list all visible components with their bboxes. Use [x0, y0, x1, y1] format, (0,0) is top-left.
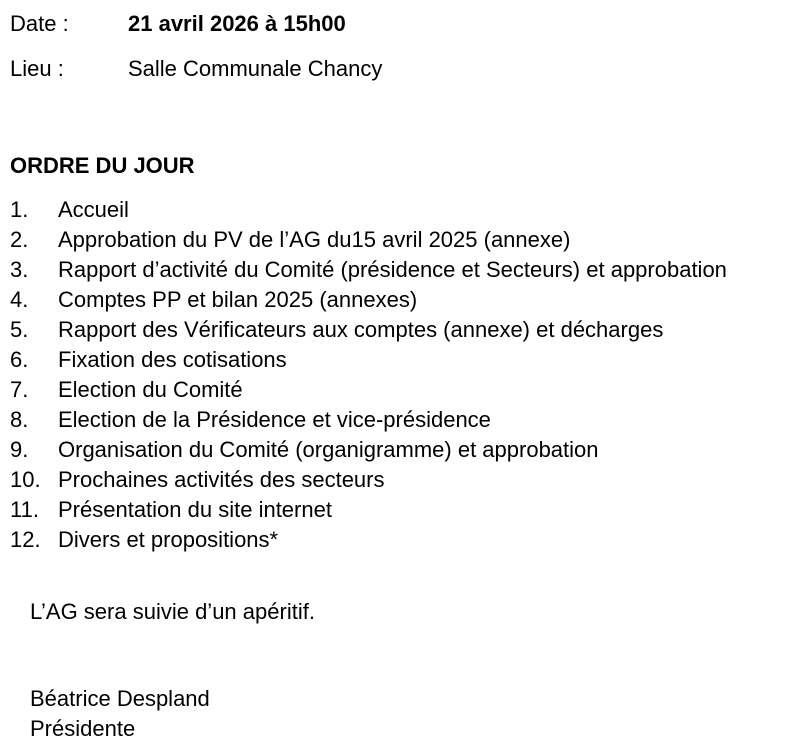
- agenda-item-number: 12.: [10, 527, 41, 552]
- agenda-item-number: 1.: [10, 197, 29, 222]
- agenda-item-text: Rapport d’activité du Comité (présidence et Secteurs) et approbation: [58, 257, 727, 282]
- agenda-item-number: 8.: [10, 407, 29, 432]
- agenda-item-number: 5.: [10, 317, 29, 342]
- agenda-item-number: 4.: [10, 287, 29, 312]
- agenda-item-number: 10.: [10, 467, 41, 492]
- agenda-item-text: Organisation du Comité (organigramme) et approbation: [58, 437, 599, 462]
- agenda-item-text: Approbation du PV de l’AG du15 avril 2025 (annexe): [58, 227, 571, 252]
- agenda-item-text: Présentation du site internet: [58, 497, 332, 522]
- agenda-item-text: Rapport des Vérificateurs aux comptes (annexe) et décharges: [58, 317, 664, 342]
- agenda-item-number: 6.: [10, 347, 29, 372]
- agenda-item-text: Divers et propositions*: [58, 527, 279, 552]
- agenda-item-text: Election du Comité: [58, 377, 243, 402]
- agenda-item-text: Comptes PP et bilan 2025 (annexes): [58, 287, 418, 312]
- agenda-item-number: 7.: [10, 377, 29, 402]
- aperitif-note: L’AG sera suivie d’un apéritif.: [30, 599, 315, 624]
- agenda-item-text: Prochaines activités des secteurs: [58, 467, 385, 492]
- agenda-item-number: 11.: [10, 497, 39, 522]
- place-label: Lieu :: [10, 56, 64, 81]
- agenda-item-number: 9.: [10, 437, 29, 462]
- agenda-item-text: Election de la Présidence et vice-présidence: [58, 407, 491, 432]
- date-label: Date :: [10, 11, 69, 36]
- signature-role: Présidente: [30, 716, 136, 741]
- place-value: Salle Communale Chancy: [128, 56, 383, 81]
- agenda-heading: ORDRE DU JOUR: [10, 153, 195, 178]
- agenda-item-text: Fixation des cotisations: [58, 347, 287, 372]
- agenda-item-number: 3.: [10, 257, 29, 282]
- agenda-item-text: Accueil: [58, 197, 129, 222]
- signature-name: Béatrice Despland: [30, 686, 210, 711]
- date-value: 21 avril 2026 à 15h00: [128, 11, 346, 36]
- agenda-item-number: 2.: [10, 227, 29, 252]
